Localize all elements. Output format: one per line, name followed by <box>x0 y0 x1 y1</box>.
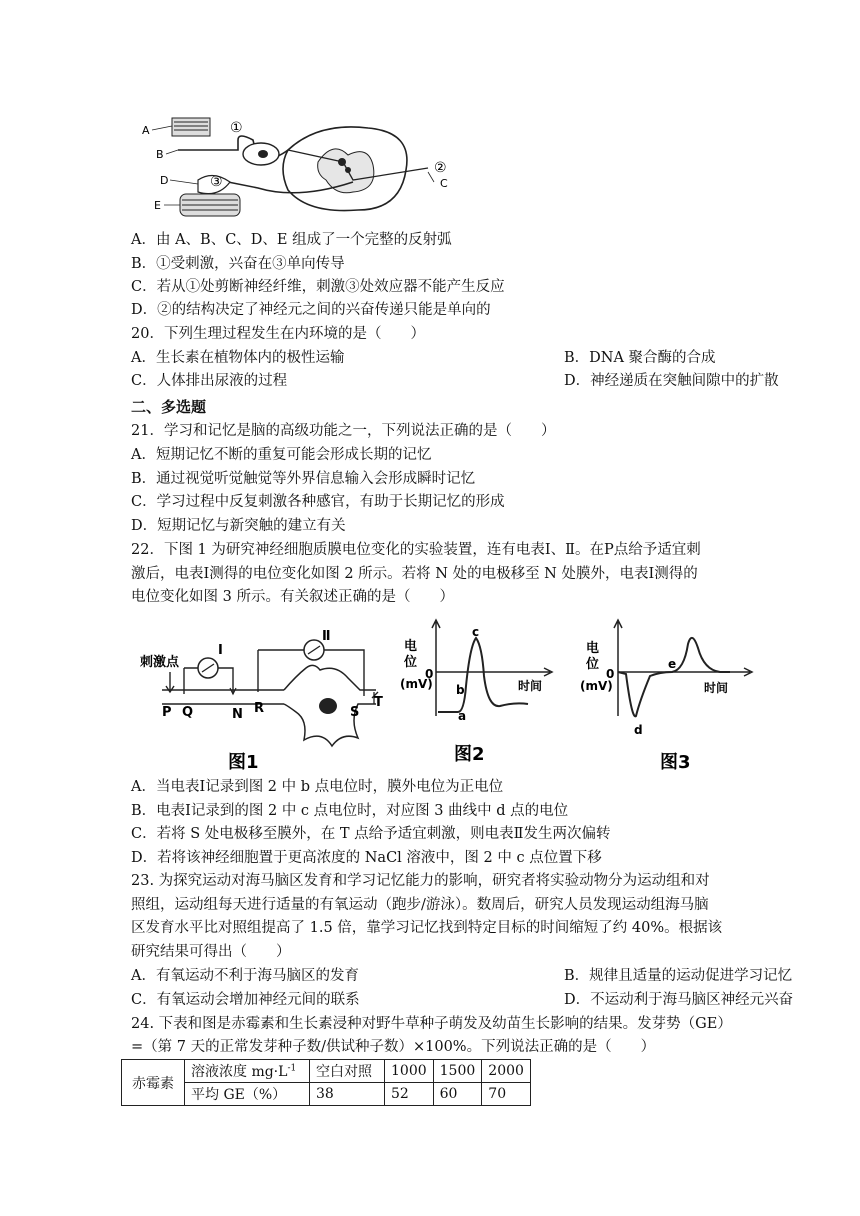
q21-option-b: B．通过视觉听觉触觉等外界信息输入会形成瞬时记忆 <box>131 471 476 487</box>
q24-stem-line-2: =（第 7 天的正常发芽种子数/供试种子数）×100%。下列说法正确的是（ ） <box>131 1039 656 1055</box>
fig2-ylabel-2: 位 <box>404 655 418 670</box>
q20-option-d: D．神经递质在突触间隙中的扩散 <box>564 373 779 389</box>
meter-2-label: Ⅱ <box>322 629 331 644</box>
q20-row-1 <box>131 347 716 369</box>
point-T: T <box>374 695 383 710</box>
q23-stem-line-3: 区发育水平比对照组提高了 1.5 倍，靠学习记忆找到特定目标的时间缩短了约 40%。根据该 <box>131 920 723 936</box>
fig3-point-d: d <box>634 723 643 737</box>
fig3-ylabel-1: 电 <box>586 641 600 656</box>
label-E: E <box>154 199 161 212</box>
q22-option-c: C．若将 S 处电极移至膜外，在 T 点给予适宜刺激，则电表Ⅱ发生两次偏转 <box>131 826 611 842</box>
receptor-shape <box>172 118 210 136</box>
point-S: S <box>350 705 360 720</box>
table-ge-label: 平均 GE（%） <box>185 1083 310 1106</box>
fig2-ylabel-3: (mV) <box>400 677 433 691</box>
q20-option-c: C．人体排出尿液的过程 <box>131 373 288 389</box>
label-circle-1: ① <box>230 120 243 136</box>
label-C: C <box>440 177 448 190</box>
figure-2-chart <box>400 616 560 776</box>
figure-1-caption: 图1 <box>228 752 259 773</box>
table-row-header: 赤霉素 <box>122 1060 185 1106</box>
q23-row-2 <box>131 989 794 1011</box>
q20-row-2 <box>131 370 779 392</box>
fig3-curve <box>618 638 730 716</box>
q19-option-c: C．若从①处剪断神经纤维，刺激③处效应器不能产生反应 <box>131 279 505 295</box>
fig2-point-c: c <box>472 625 480 639</box>
q21-stem: 21．学习和记忆是脑的高级功能之一，下列说法正确的是（ ） <box>131 423 556 439</box>
table-cell: 70 <box>482 1083 531 1106</box>
table-conc-label: 溶液浓度 $mg\cdot L^{-1}$ <box>185 1060 310 1083</box>
reflex-arc-figure <box>138 110 468 222</box>
q23-option-a: A．有氧运动不利于海马脑区的发育 <box>131 968 359 984</box>
table-cell: 52 <box>385 1083 434 1106</box>
fig2-zero: 0 <box>425 667 434 681</box>
table-cell: 60 <box>433 1083 482 1106</box>
fig3-xlabel: 时间 <box>704 681 729 695</box>
fig3-zero: 0 <box>606 667 615 681</box>
table-col-header: 1000 <box>385 1060 434 1083</box>
q22-stem-line-1: 22．下图 1 为研究神经细胞质膜电位变化的实验装置，连有电表Ⅰ、Ⅱ。在P点给予适宜刺 <box>131 542 701 558</box>
q19-option-b: B．①受刺激，兴奋在③单向传导 <box>131 256 345 272</box>
q24-stem-line-1: 24. 下表和图是赤霉素和生长素浸种对野牛草种子萌发及幼苗生长影响的结果。发芽势（GE） <box>131 1016 732 1032</box>
table-row <box>122 1060 531 1083</box>
fig2-point-b: b <box>456 683 465 697</box>
q22-stem-line-3: 电位变化如图 3 所示。有关叙述正确的是（ ） <box>131 589 454 605</box>
fig3-ylabel-2: 位 <box>586 657 600 672</box>
figure-3-chart <box>580 616 756 776</box>
q19-option-d: D．②的结构决定了神经元之间的兴奋传递只能是单向的 <box>131 302 491 318</box>
gibberellin-table <box>121 1059 531 1106</box>
q22-option-b: B．电表Ⅰ记录到的图 2 中 c 点电位时，对应图 3 曲线中 d 点的电位 <box>131 803 569 819</box>
figure-2-caption: 图2 <box>454 744 485 765</box>
q23-stem-line-1: 23. 为探究运动对海马脑区发育和学习记忆能力的影响，研究者将实验动物分为运动组和对 <box>131 873 710 889</box>
q19-option-a: A．由 A、B、C、D、E 组成了一个完整的反射弧 <box>131 232 452 248</box>
q22-option-a: A．当电表Ⅰ记录到图 2 中 b 点电位时，膜外电位为正电位 <box>131 779 504 795</box>
q23-stem-line-2: 照组，运动组每天进行适量的有氧运动（跑步/游泳）。数周后，研究人员发现运动组海马脑 <box>131 897 709 913</box>
stimulus-label: 刺激点 <box>140 655 180 670</box>
point-R: R <box>254 701 265 716</box>
table-col-header: 1500 <box>433 1060 482 1083</box>
fig2-xlabel: 时间 <box>518 679 543 693</box>
section-title: 二、多选题 <box>131 398 207 416</box>
label-circle-2: ② <box>434 160 447 176</box>
table-cell: 38 <box>310 1083 385 1106</box>
fig2-point-a: a <box>458 709 467 723</box>
q22-stem-line-2: 激后，电表Ⅰ测得的电位变化如图 2 所示。若将 N 处的电极移至 N 处膜外，电表Ⅰ测得的 <box>131 566 698 582</box>
q23-option-c: C．有氧运动会增加神经元间的联系 <box>131 992 360 1008</box>
point-P: P <box>162 705 172 720</box>
fig2-curve <box>438 638 528 712</box>
q23-stem-line-4: 研究结果可得出（ ） <box>131 944 291 960</box>
q23-row-1 <box>131 965 793 987</box>
meter-1-label: I <box>218 643 223 658</box>
fig3-point-e: e <box>668 657 677 671</box>
q20-option-b: B．DNA 聚合酶的合成 <box>564 350 716 366</box>
fig2-ylabel-1: 电 <box>404 639 418 654</box>
figure-3-caption: 图3 <box>660 752 691 773</box>
table-col-header: 2000 <box>482 1060 531 1083</box>
q23-option-b: B．规律且适量的运动促进学习记忆 <box>564 968 793 984</box>
table-col-header: 空白对照 <box>310 1060 385 1083</box>
q21-option-a: A．短期记忆不断的重复可能会形成长期的记忆 <box>131 447 432 463</box>
fig3-ylabel-3: (mV) <box>580 679 613 693</box>
label-circle-3: ③ <box>210 174 223 190</box>
q22-option-d: D．若将该神经细胞置于更高浓度的 NaCl 溶液中，图 2 中 c 点位置下移 <box>131 850 602 866</box>
point-N: N <box>232 707 243 722</box>
q20-option-a: A．生长素在植物体内的极性运输 <box>131 350 345 366</box>
label-A: A <box>142 124 150 137</box>
q21-option-d: D．短期记忆与新突触的建立有关 <box>131 518 346 534</box>
q20-stem: 20．下列生理过程发生在内环境的是（ ） <box>131 326 425 342</box>
q21-option-c: C．学习过程中反复刺激各种感官，有助于长期记忆的形成 <box>131 494 505 510</box>
q23-option-d: D．不运动利于海马脑区神经元兴奋 <box>564 992 794 1008</box>
label-D: D <box>160 174 169 187</box>
point-Q: Q <box>182 705 194 720</box>
figure-1-setup <box>136 620 396 776</box>
label-B: B <box>156 148 164 161</box>
